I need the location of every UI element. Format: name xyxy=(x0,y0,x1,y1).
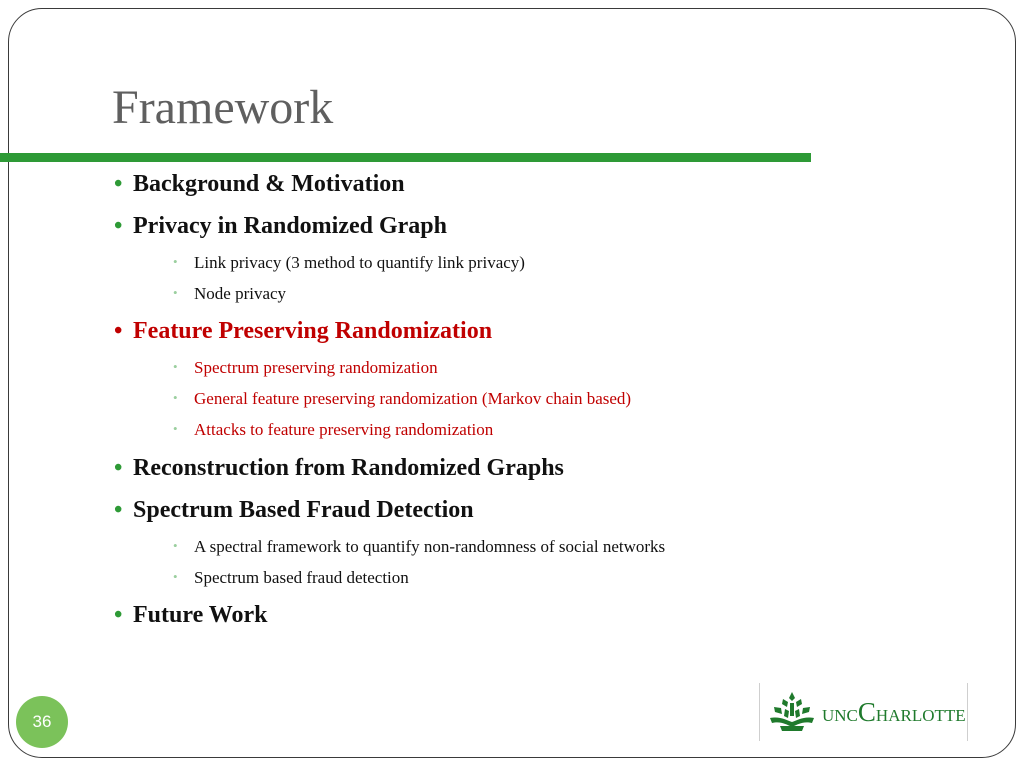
sub-bullet-dot-icon: • xyxy=(173,390,178,405)
bullet-item xyxy=(114,498,474,522)
bullet-dot-icon: • xyxy=(114,602,123,628)
logo-text-unc: UNC xyxy=(822,705,858,725)
sub-bullet-dot-icon: • xyxy=(173,538,178,553)
bullet-text: Background & Motivation xyxy=(133,171,405,197)
bullet-dot-icon: • xyxy=(114,213,123,239)
bullet-dot-icon: • xyxy=(114,497,123,523)
sub-bullet-dot-icon: • xyxy=(173,359,178,374)
bullet-text: Spectrum Based Fraud Detection xyxy=(133,497,474,523)
bullet-dot-icon: • xyxy=(114,171,123,197)
sub-bullet-item-highlighted xyxy=(173,359,438,376)
bullet-item xyxy=(114,214,447,238)
sub-bullet-text: A spectral framework to quantify non-randomness of social networks xyxy=(194,537,666,556)
logo-text-c: C xyxy=(857,696,876,727)
sub-bullet-item xyxy=(173,254,525,271)
slide-title: Framework xyxy=(112,81,334,134)
sub-bullet-dot-icon: • xyxy=(173,254,178,269)
bullet-text: Feature Preserving Randomization xyxy=(133,318,493,344)
logo-wordmark xyxy=(822,696,966,727)
sub-bullet-item xyxy=(173,285,286,302)
sub-bullet-text: Node privacy xyxy=(194,284,287,303)
sub-bullet-text: Link privacy (3 method to quantify link privacy) xyxy=(194,253,525,272)
title-divider xyxy=(0,153,811,162)
sub-bullet-item-highlighted xyxy=(173,390,631,407)
bullet-item xyxy=(114,603,267,627)
bullet-text: Future Work xyxy=(133,602,268,628)
bullet-item-highlighted xyxy=(114,319,492,343)
page-number-badge: 36 xyxy=(16,696,68,748)
bullet-dot-icon: • xyxy=(114,318,123,344)
bullet-item xyxy=(114,456,564,480)
unc-charlotte-logo xyxy=(759,683,968,741)
sub-bullet-item xyxy=(173,538,665,555)
sub-bullet-text: General feature preserving randomization (Markov chain based) xyxy=(194,389,632,408)
sub-bullet-text: Spectrum based fraud detection xyxy=(194,568,409,587)
logo-text-harlotte: HARLOTTE xyxy=(875,705,966,725)
bullet-dot-icon: • xyxy=(114,455,123,481)
crown-leaves-icon xyxy=(768,690,816,734)
sub-bullet-dot-icon: • xyxy=(173,285,178,300)
sub-bullet-item xyxy=(173,569,409,586)
bullet-item xyxy=(114,172,405,196)
sub-bullet-text: Attacks to feature preserving randomization xyxy=(194,420,494,439)
sub-bullet-dot-icon: • xyxy=(173,569,178,584)
sub-bullet-dot-icon: • xyxy=(173,421,178,436)
bullet-text: Reconstruction from Randomized Graphs xyxy=(133,455,564,481)
bullet-text: Privacy in Randomized Graph xyxy=(133,213,448,239)
sub-bullet-item-highlighted xyxy=(173,421,493,438)
sub-bullet-text: Spectrum preserving randomization xyxy=(194,358,438,377)
